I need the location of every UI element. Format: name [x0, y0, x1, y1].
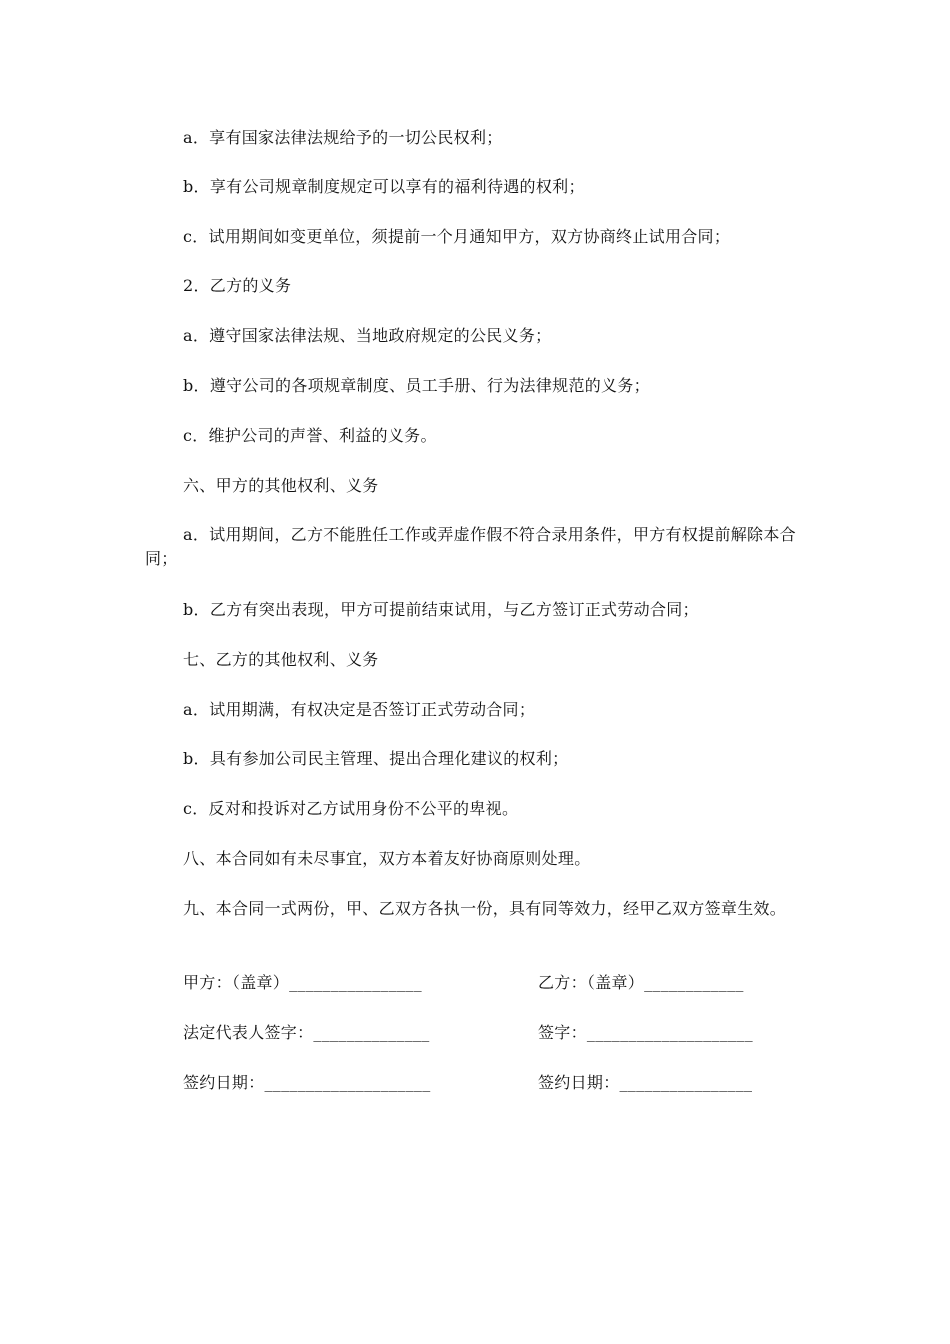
section-heading: 六、甲方的其他权利、义务 — [183, 476, 379, 495]
signature-row-date — [183, 1071, 803, 1095]
paragraph: b．享有公司规章制度规定可以享有的福利待遇的权利； — [183, 177, 585, 196]
party-b-seal-field: 乙方：（盖章）____________ — [538, 973, 744, 992]
paragraph: 八、本合同如有未尽事宜，双方本着友好协商原则处理。 — [183, 849, 591, 868]
paragraph: 九、本合同一式两份，甲、乙双方各执一份，具有同等效力，经甲乙双方签章生效。 — [183, 899, 787, 918]
paragraph: b．乙方有突出表现，甲方可提前结束试用，与乙方签订正式劳动合同； — [183, 600, 699, 619]
legal-rep-sign-field: 法定代表人签字：______________ — [183, 1023, 430, 1042]
party-b-sign-field: 签字：____________________ — [538, 1023, 753, 1042]
paragraph: c．维护公司的声誉、利益的义务。 — [183, 426, 437, 445]
paragraph: a．试用期间，乙方不能胜任工作或弄虚作假不符合录用条件，甲方有权提前解除本合同； — [145, 525, 796, 568]
signature-row-seal — [183, 971, 803, 995]
party-a-date-field: 签约日期：____________________ — [183, 1073, 431, 1092]
party-b-date-field: 签约日期：________________ — [538, 1073, 753, 1092]
paragraph: b．具有参加公司民主管理、提出合理化建议的权利； — [183, 749, 569, 768]
section-heading: 七、乙方的其他权利、义务 — [183, 650, 379, 669]
section-heading: 2．乙方的义务 — [183, 276, 292, 295]
party-a-seal-field: 甲方：（盖章）________________ — [183, 973, 422, 992]
paragraph: c．反对和投诉对乙方试用身份不公平的卑视。 — [183, 799, 519, 818]
paragraph: c．试用期间如变更单位，须提前一个月通知甲方，双方协商终止试用合同； — [183, 227, 731, 246]
paragraph: b．遵守公司的各项规章制度、员工手册、行为法律规范的义务； — [183, 376, 650, 395]
paragraph: a．试用期满，有权决定是否签订正式劳动合同； — [183, 700, 536, 719]
signature-row-sign — [183, 1021, 803, 1045]
paragraph: a．遵守国家法律法规、当地政府规定的公民义务； — [183, 326, 552, 345]
paragraph: a．享有国家法律法规给予的一切公民权利； — [183, 128, 503, 147]
